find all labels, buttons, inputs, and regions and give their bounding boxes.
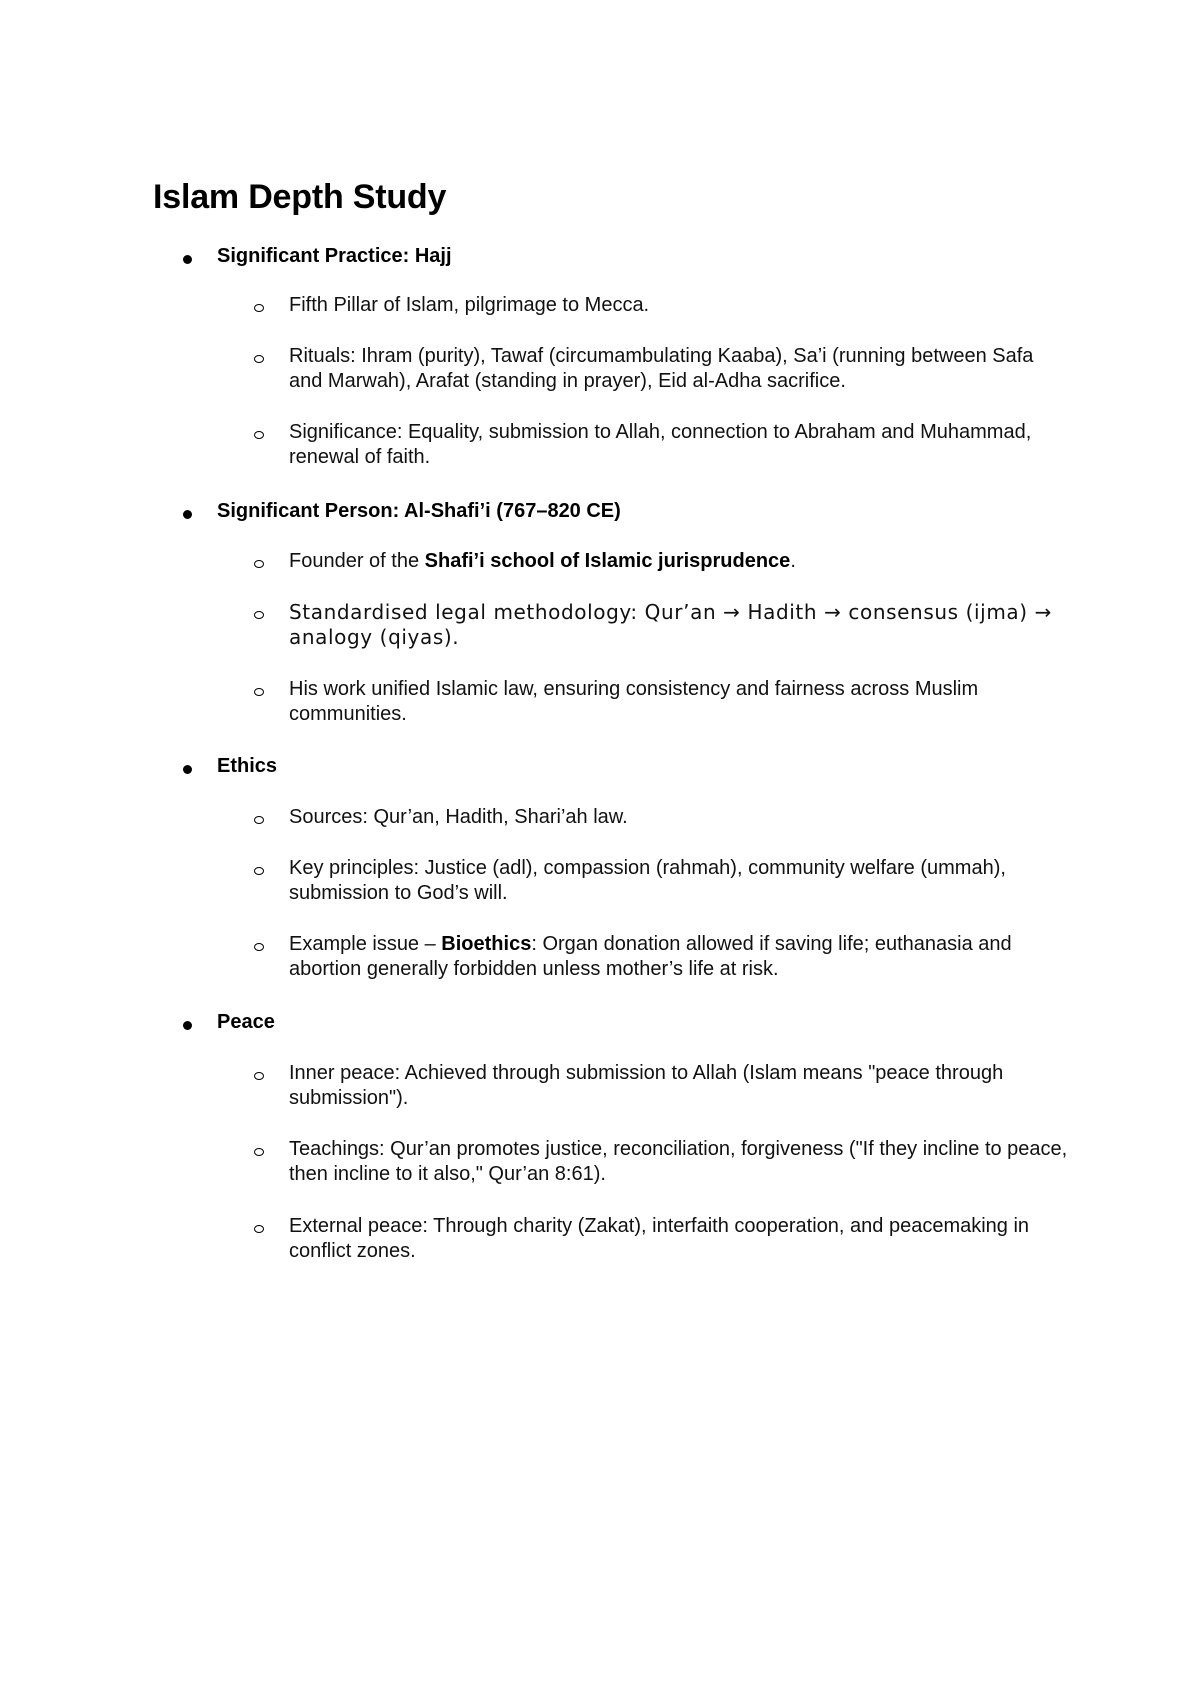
bullet-icon xyxy=(183,765,192,774)
page-title: Islam Depth Study xyxy=(153,178,447,216)
list-item-text: Key principles: Justice (adl), compassion (rahmah), community welfare (ummah), submission to God’s will. xyxy=(289,857,1006,904)
section-heading: Significant Person: Al-Shafi’i (767–820 CE) xyxy=(217,500,621,522)
circle-bullet-icon xyxy=(254,943,264,951)
circle-bullet-icon xyxy=(254,1225,264,1233)
list-item-text: Inner peace: Achieved through submission to Allah (Islam means "peace through submission"). xyxy=(289,1062,1004,1109)
list-item-prefix: Founder of the xyxy=(289,550,425,572)
section-heading: Peace xyxy=(217,1011,275,1033)
circle-bullet-icon xyxy=(254,1148,264,1156)
list-item-text: Standardised legal methodology: Qur’an → Hadith → consensus (ijma) → analogy (qiyas). xyxy=(289,600,1052,649)
circle-bullet-icon xyxy=(254,304,264,312)
list-item-text xyxy=(289,932,1069,982)
circle-bullet-icon xyxy=(254,688,264,696)
list-item-suffix: . xyxy=(790,550,796,572)
circle-bullet-icon xyxy=(254,560,264,568)
bullet-icon xyxy=(183,1021,192,1030)
list-item-text: Teachings: Qur’an promotes justice, reconciliation, forgiveness ("If they incline to peace, then incline to it also," Qur’an 8:61). xyxy=(289,1138,1068,1185)
bullet-icon xyxy=(183,255,192,264)
list-item-text: Rituals: Ihram (purity), Tawaf (circumambulating Kaaba), Sa’i (running between Safa and Marwah), Arafat (standing in prayer), Eid al-Adha sacrifice. xyxy=(289,345,1034,392)
circle-bullet-icon xyxy=(254,431,264,439)
circle-bullet-icon xyxy=(254,1072,264,1080)
section-heading: Significant Practice: Hajj xyxy=(217,245,452,267)
list-item-suffix: : Organ donation allowed if saving life; euthanasia and abortion generally forbidden unless mother’s life at risk. xyxy=(289,933,1012,980)
list-item-text xyxy=(289,549,1069,574)
circle-bullet-icon xyxy=(254,355,264,363)
list-item-text: Sources: Qur’an, Hadith, Shari’ah law. xyxy=(289,806,628,828)
list-item-text: External peace: Through charity (Zakat), interfaith cooperation, and peacemaking in conflict zones. xyxy=(289,1215,1030,1262)
list-item-prefix: Example issue – xyxy=(289,933,442,955)
list-item-bold: Bioethics xyxy=(441,933,532,955)
list-item-text: His work unified Islamic law, ensuring consistency and fairness across Muslim communities. xyxy=(289,678,979,725)
list-item-text: Significance: Equality, submission to Allah, connection to Abraham and Muhammad, renewal of faith. xyxy=(289,421,1032,468)
circle-bullet-icon xyxy=(254,611,264,619)
circle-bullet-icon xyxy=(254,816,264,824)
circle-bullet-icon xyxy=(254,867,264,875)
list-item-bold: Shafi’i school of Islamic jurisprudence xyxy=(424,550,791,572)
section-heading: Ethics xyxy=(217,755,278,777)
list-item-text: Fifth Pillar of Islam, pilgrimage to Mecca. xyxy=(289,294,650,316)
bullet-icon xyxy=(183,510,192,519)
